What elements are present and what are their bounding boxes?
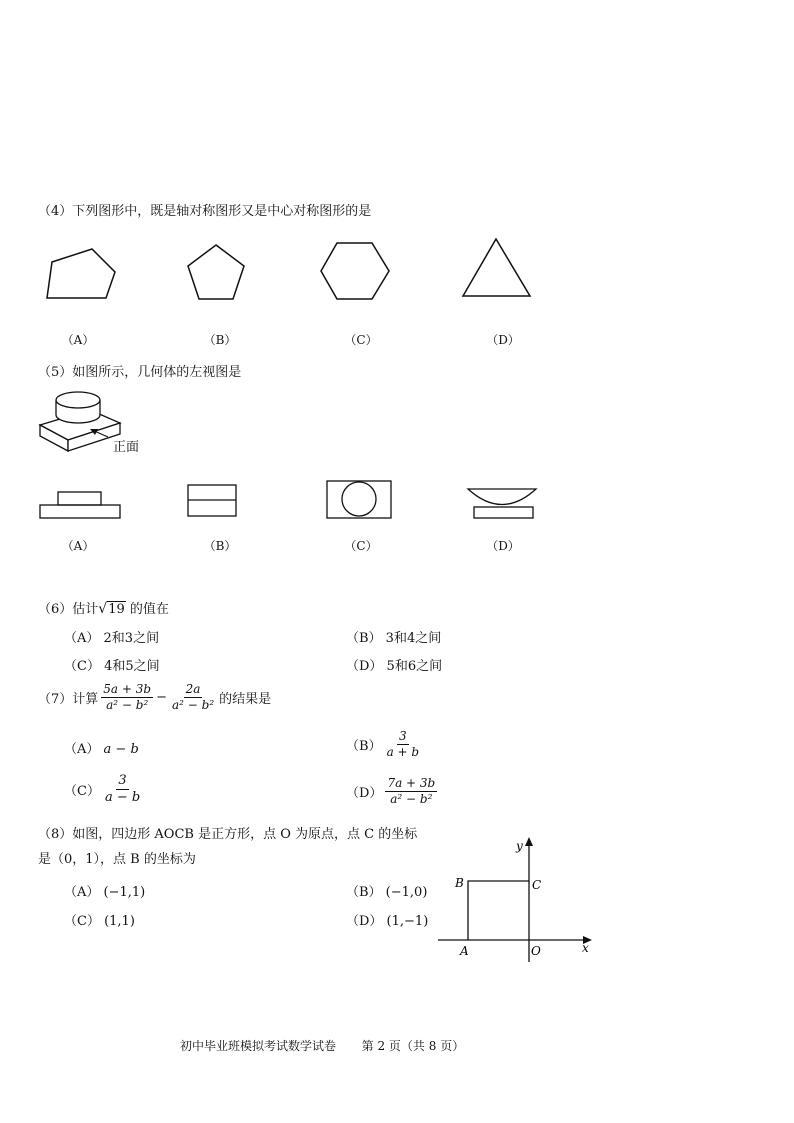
q7-d-label: （D）	[346, 785, 383, 801]
q4-option-a[interactable]: （A）	[61, 333, 95, 347]
q6-option-c[interactable]: （C） 4和5之间	[64, 659, 160, 674]
point-o-label: O	[531, 944, 541, 958]
q5-option-b[interactable]: （B）	[203, 539, 237, 553]
q6-option-b[interactable]: （B） 3和4之间	[346, 631, 442, 646]
q4-title: （4）下列图形中，既是轴对称图形又是中心对称图形的是	[38, 204, 372, 219]
y-axis-arrow-icon	[525, 837, 533, 846]
footer	[180, 1037, 464, 1054]
q8-line-2: 是（0，1），点 B 的坐标为	[38, 852, 196, 867]
y-axis-label: y	[516, 839, 523, 853]
q7-d-num: 7a + 3b	[387, 776, 436, 790]
q8-option-b[interactable]: （B） (−1,0)	[346, 885, 428, 900]
q7-prefix: （7）计算	[38, 691, 99, 707]
q7-minus: −	[156, 689, 167, 705]
q6-stem: （6）估计√19 的值在	[38, 601, 169, 617]
square-aocb	[468, 881, 529, 940]
point-c-label: C	[532, 878, 542, 892]
q7-d-den: a² − b²	[390, 791, 433, 806]
q7-frac1-den: a² − b²	[106, 697, 149, 712]
q6-option-d[interactable]: （D） 5和6之间	[346, 659, 443, 674]
q7-frac2-den: a² − b²	[171, 697, 215, 712]
q7-a-label: （A）	[64, 742, 100, 757]
q8-option-d[interactable]: （D） (1,−1)	[346, 914, 429, 929]
footer-title: 初中毕业班模拟考试数学试卷	[180, 1039, 337, 1053]
q8-option-c[interactable]: （C） (1,1)	[64, 914, 135, 929]
q8-line-1: （8）如图，四边形 AOCB 是正方形，点 O 为原点，点 C 的坐标	[38, 827, 418, 842]
q4-option-d[interactable]: （D）	[486, 333, 520, 347]
q5-option-d[interactable]: （D）	[486, 539, 520, 553]
q7-b-label: （B）	[346, 738, 382, 754]
q7-frac2-num: 2a	[185, 682, 201, 696]
point-b-label: B	[455, 876, 464, 890]
q5-option-a[interactable]: （A）	[61, 539, 95, 553]
q7-suffix: 的结果是	[219, 691, 272, 707]
point-a-label: A	[460, 944, 469, 958]
q4-option-c[interactable]: （C）	[344, 333, 378, 347]
q5-option-c[interactable]: （C）	[344, 539, 378, 553]
q7-a-value: a − b	[103, 742, 139, 757]
q6-option-a[interactable]: （A） 2和3之间	[64, 631, 160, 646]
q7-c-den: a − b	[104, 789, 141, 805]
q6-prefix: （6）估计	[38, 602, 99, 617]
q7-b-num: 3	[399, 729, 407, 743]
x-axis-label: x	[582, 941, 589, 955]
q4-option-b[interactable]: （B）	[203, 333, 237, 347]
q6-suffix: 的值在	[129, 602, 169, 617]
q7-c-label: （C）	[64, 783, 100, 799]
q7-frac1-num: 5a + 3b	[103, 682, 152, 696]
front-label: 正面	[113, 440, 140, 455]
q7-c-num: 3	[118, 773, 127, 788]
footer-page: 第 2 页（共 8 页）	[361, 1039, 465, 1053]
q5-title: （5）如图所示，几何体的左视图是	[38, 365, 242, 380]
q8-option-a[interactable]: （A） (−1,1)	[64, 885, 146, 900]
q7-b-den: a + b	[386, 744, 420, 759]
q6-radicand: 19	[108, 602, 125, 617]
